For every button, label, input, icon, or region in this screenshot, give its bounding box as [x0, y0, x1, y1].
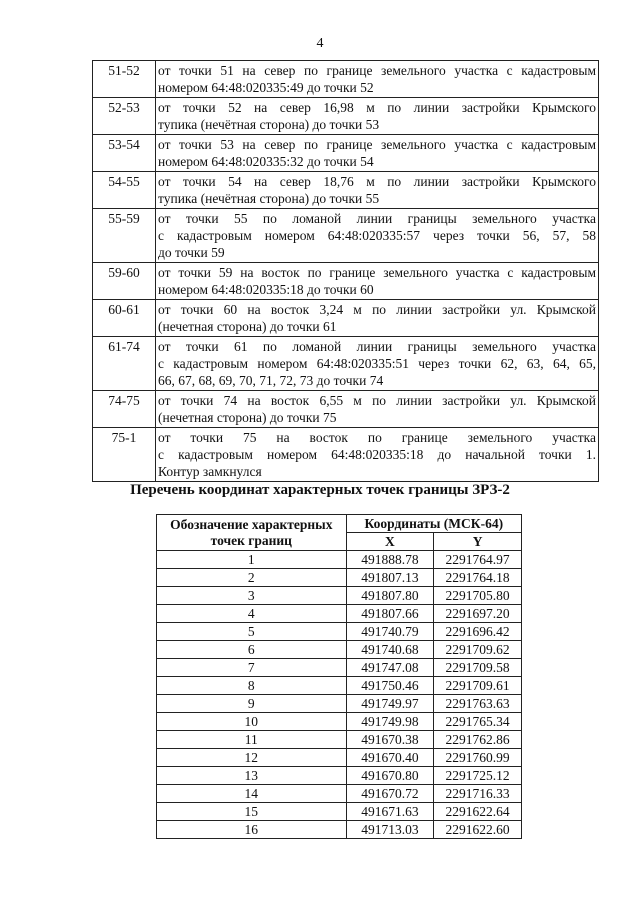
y-cell: 2291705.80 [434, 587, 522, 605]
coords-row [157, 767, 522, 785]
segment-row [93, 428, 599, 482]
segment-row [93, 300, 599, 337]
point-cell: 15 [157, 803, 347, 821]
segment-row [93, 391, 599, 428]
segment-id: 53-54 [93, 135, 156, 172]
coords-row [157, 731, 522, 749]
segment-description-line: 66, 67, 68, 69, 70, 71, 72, 73 до точки 74 [158, 373, 384, 388]
coords-row [157, 821, 522, 839]
segment-id: 59-60 [93, 263, 156, 300]
coords-row [157, 587, 522, 605]
y-cell: 2291696.42 [434, 623, 522, 641]
segment-id: 52-53 [93, 98, 156, 135]
point-column-header: Обозначение характерных точек границ [157, 515, 347, 551]
segment-description-line: (нечетная сторона) до точки 75 [158, 410, 337, 425]
x-cell: 491740.79 [346, 623, 434, 641]
y-cell: 2291764.18 [434, 569, 522, 587]
x-cell: 491888.78 [346, 551, 434, 569]
segment-description [156, 135, 599, 172]
point-cell: 16 [157, 821, 347, 839]
x-cell: 491740.68 [346, 641, 434, 659]
x-cell: 491750.46 [346, 677, 434, 695]
segment-description-line: номером 64:48:020335:18 до точки 60 [158, 282, 374, 297]
segment-description-line: с кадастровым номером 64:48:020335:57 через точки 56, 57, 58 [158, 228, 596, 243]
point-cell: 4 [157, 605, 347, 623]
page-number: 4 [316, 36, 324, 51]
point-cell: 14 [157, 785, 347, 803]
segment-description-line: тупика (нечётная сторона) до точки 53 [158, 117, 380, 132]
segment-description [156, 391, 599, 428]
segment-row [93, 135, 599, 172]
point-cell: 5 [157, 623, 347, 641]
segment-description [156, 300, 599, 337]
y-cell: 2291709.58 [434, 659, 522, 677]
coords-header-row [157, 515, 522, 533]
segment-description-line: с кадастровым номером 64:48:020335:18 до начальной точки 1. [158, 447, 596, 462]
segment-description-line: от точки 61 по ломаной линии границы земельного участка [158, 339, 596, 354]
y-cell: 2291622.60 [434, 821, 522, 839]
y-cell: 2291709.61 [434, 677, 522, 695]
segment-description-line: номером 64:48:020335:49 до точки 52 [158, 80, 374, 95]
x-column-header: X [346, 533, 434, 551]
segment-description-line: от точки 74 на восток 6,55 м по линии застройки ул. Крымской [158, 393, 596, 408]
segment-id: 51-52 [93, 61, 156, 98]
coords-row [157, 677, 522, 695]
point-cell: 3 [157, 587, 347, 605]
coords-row [157, 803, 522, 821]
segment-description-line: номером 64:48:020335:32 до точки 54 [158, 154, 374, 169]
y-cell: 2291765.34 [434, 713, 522, 731]
coords-row [157, 749, 522, 767]
y-cell: 2291622.64 [434, 803, 522, 821]
segment-id: 74-75 [93, 391, 156, 428]
x-cell: 491747.08 [346, 659, 434, 677]
y-cell: 2291709.62 [434, 641, 522, 659]
x-cell: 491670.38 [346, 731, 434, 749]
x-cell: 491807.80 [346, 587, 434, 605]
y-cell: 2291725.12 [434, 767, 522, 785]
segment-description-line: от точки 53 на север по границе земельного участка с кадастровым [158, 137, 596, 152]
segment-row [93, 209, 599, 263]
point-cell: 1 [157, 551, 347, 569]
point-cell: 2 [157, 569, 347, 587]
segment-id: 54-55 [93, 172, 156, 209]
segment-description-line: от точки 51 на север по границе земельного участка с кадастровым [158, 63, 596, 78]
point-cell: 7 [157, 659, 347, 677]
segment-description [156, 98, 599, 135]
x-cell: 491670.80 [346, 767, 434, 785]
segment-description-line: с кадастровым номером 64:48:020335:51 через точки 62, 63, 64, 65, [158, 356, 596, 371]
segment-id: 60-61 [93, 300, 156, 337]
x-cell: 491749.97 [346, 695, 434, 713]
segment-description-line: от точки 55 по ломаной линии границы земельного участка [158, 211, 596, 226]
segment-description-line: от точки 59 на восток по границе земельного участка с кадастровым [158, 265, 596, 280]
point-cell: 6 [157, 641, 347, 659]
x-cell: 491671.63 [346, 803, 434, 821]
point-cell: 8 [157, 677, 347, 695]
y-cell: 2291716.33 [434, 785, 522, 803]
coords-row [157, 785, 522, 803]
segment-description-line: от точки 52 на север 16,98 м по линии застройки Крымского [158, 100, 596, 115]
coords-section-title: Перечень координат характерных точек границы ЗРЗ-2 [130, 482, 510, 498]
segment-row [93, 98, 599, 135]
segment-description-line: от точки 60 на восток 3,24 м по линии застройки ул. Крымской [158, 302, 596, 317]
y-cell: 2291697.20 [434, 605, 522, 623]
y-column-header: Y [434, 533, 522, 551]
segment-description [156, 61, 599, 98]
y-cell: 2291764.97 [434, 551, 522, 569]
coords-row [157, 569, 522, 587]
coordinates-table [156, 514, 522, 839]
coords-row [157, 623, 522, 641]
point-cell: 12 [157, 749, 347, 767]
x-cell: 491807.66 [346, 605, 434, 623]
point-cell: 11 [157, 731, 347, 749]
segment-row [93, 337, 599, 391]
point-cell: 13 [157, 767, 347, 785]
coords-row [157, 713, 522, 731]
y-cell: 2291763.63 [434, 695, 522, 713]
segment-description-line: Контур замкнулся [158, 464, 262, 479]
coords-row [157, 551, 522, 569]
segment-description-line: до точки 59 [158, 245, 225, 260]
coords-row [157, 695, 522, 713]
segment-row [93, 61, 599, 98]
segment-description-line: от точки 54 на север 18,76 м по линии застройки Крымского [158, 174, 596, 189]
segment-description [156, 172, 599, 209]
segment-row [93, 172, 599, 209]
coords-row [157, 605, 522, 623]
segment-description [156, 337, 599, 391]
x-cell: 491807.13 [346, 569, 434, 587]
segment-description [156, 263, 599, 300]
x-cell: 491670.40 [346, 749, 434, 767]
x-cell: 491670.72 [346, 785, 434, 803]
segment-description-line: (нечетная сторона) до точки 61 [158, 319, 337, 334]
point-cell: 10 [157, 713, 347, 731]
x-cell: 491713.03 [346, 821, 434, 839]
point-cell: 9 [157, 695, 347, 713]
coords-row [157, 659, 522, 677]
segment-description-line: от точки 75 на восток по границе земельного участка [158, 430, 596, 445]
segment-id: 75-1 [93, 428, 156, 482]
boundary-segments-table [92, 60, 599, 482]
segment-id: 61-74 [93, 337, 156, 391]
segment-description-line: тупика (нечётная сторона) до точки 55 [158, 191, 380, 206]
x-cell: 491749.98 [346, 713, 434, 731]
segment-description [156, 209, 599, 263]
coords-column-header: Координаты (МСК-64) [346, 515, 521, 533]
segment-id: 55-59 [93, 209, 156, 263]
segment-row [93, 263, 599, 300]
y-cell: 2291762.86 [434, 731, 522, 749]
coords-row [157, 641, 522, 659]
y-cell: 2291760.99 [434, 749, 522, 767]
segment-description [156, 428, 599, 482]
